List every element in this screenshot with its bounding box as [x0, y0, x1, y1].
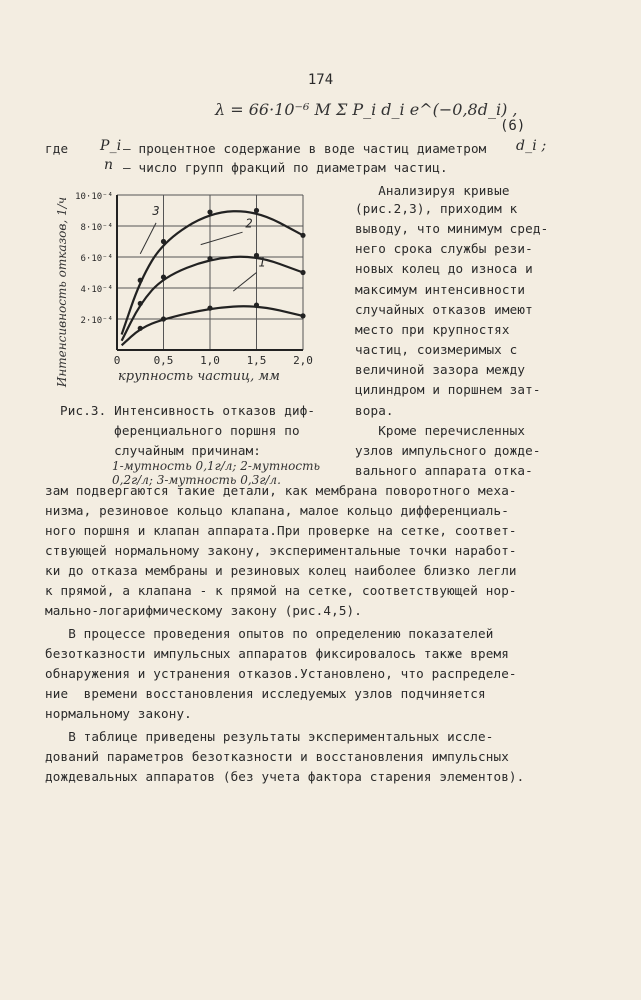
page-number: 174: [307, 72, 334, 88]
chart-series-line-2: [122, 257, 303, 341]
right-column-line: выводу, что минимум сред-: [355, 221, 549, 236]
chart-data-point-1: [138, 326, 143, 331]
chart-x-tick-label: 2,0: [293, 354, 313, 367]
caption-line: ференциального поршня по: [60, 423, 300, 438]
chart-x-tick-label: 0: [113, 354, 121, 367]
chart-y-tick-label: 10·10⁻⁴: [75, 192, 113, 202]
body-line: нормальному закону.: [45, 706, 192, 721]
where-lead: где: [45, 141, 69, 156]
chart-curve-label: 1: [258, 255, 266, 270]
chart-data-point-1: [207, 306, 212, 311]
body-line: дований параметров безотказности и восстановления импульсных: [45, 749, 509, 764]
chart-curve-leader-line: [201, 232, 243, 244]
chart-curve-leader-line: [140, 223, 156, 254]
right-column-line: (рис.2,3), приходим к: [355, 201, 518, 216]
right-column-line: случайных отказов имеют: [355, 302, 533, 317]
where-d-symbol: d_i ;: [516, 138, 547, 154]
right-column-line: него срока службы рези-: [355, 241, 533, 256]
right-column-line: узлов импульсного дожде-: [355, 443, 541, 458]
right-column-line: Анализируя кривые: [355, 183, 510, 198]
chart-series-line-1: [122, 306, 303, 345]
body-line: ние времени восстановления исследуемых узлов подчиняется: [45, 686, 486, 701]
caption-legend-line: 0,2г/л; 3-мутность 0,3г/л.: [112, 473, 281, 487]
chart-x-tick-label: 0,5: [153, 354, 174, 367]
chart-data-point-1: [300, 313, 305, 318]
formula-number: (6): [500, 118, 526, 134]
chart-data-point-3: [161, 239, 166, 244]
chart-data-point-3: [138, 278, 143, 283]
chart-x-tick-label: 1,5: [246, 354, 267, 367]
body-line: к прямой, а клапана - к прямой на сетке, соответствующей нор-: [45, 583, 517, 598]
where-n-symbol: n: [104, 157, 114, 173]
chart-data-point-3: [300, 233, 305, 238]
caption-legend-line: 1-мутность 0,1г/л; 2-мутность: [112, 459, 320, 473]
caption-line: Рис.3. Интенсивность отказов диф-: [60, 403, 316, 418]
body-line: ки до отказа мембраны и резиновых колец наиболее близко легли: [45, 563, 517, 578]
chart-y-tick-label: 6·10⁻⁴: [80, 254, 113, 264]
body-line: обнаружения и устранения отказов.Установлено, что распределе-: [45, 666, 517, 681]
body-line: низма, резиновое кольцо клапана, малое кольцо дифференциаль-: [45, 503, 509, 518]
chart-data-point-3: [207, 209, 212, 214]
chart-curve-label: 2: [245, 216, 253, 231]
body-line: дождевальных аппаратов (без учета фактора старения элементов).: [45, 769, 525, 784]
right-column-line: новых колец до износа и: [355, 261, 533, 276]
chart-x-tick-label: 1,0: [200, 354, 220, 367]
chart-x-axis-label: крупность частиц, мм: [118, 369, 280, 384]
right-column-line: вального аппарата отка-: [355, 463, 533, 478]
chart-data-point-3: [254, 208, 259, 213]
right-column-line: максимум интенсивности: [355, 282, 526, 297]
chart-curve-label: 3: [152, 204, 160, 219]
right-column-line: место при крупностях: [355, 322, 510, 337]
body-line: В таблице приведены результаты экспериментальных иссле-: [45, 729, 494, 744]
chart-data-point-2: [207, 256, 212, 261]
formula-6: λ = 66·10⁻⁶ M Σ P_i d_i e^(−0,8d_i) ,: [215, 100, 518, 119]
chart-data-point-1: [254, 302, 259, 307]
chart-y-axis-label: Интенсивность отказов, 1/ч: [55, 196, 69, 388]
right-column-line: Кроме перечисленных: [355, 423, 526, 438]
chart-figure-3: [0, 0, 641, 400]
right-column-line: вора.: [355, 403, 394, 418]
chart-series-line-3: [122, 211, 303, 334]
chart-data-point-2: [161, 275, 166, 280]
body-line: В процессе проведения опытов по определению показателей: [45, 626, 494, 641]
chart-data-point-2: [300, 270, 305, 275]
chart-data-point-2: [138, 301, 143, 306]
body-line: мально-логарифмическому закону (рис.4,5).: [45, 603, 363, 618]
chart-y-tick-label: 8·10⁻⁴: [80, 223, 113, 233]
chart-data-point-1: [161, 316, 166, 321]
body-line: безотказности импульсных аппаратов фиксировалось также время: [45, 646, 509, 661]
caption-line: случайным причинам:: [60, 443, 262, 458]
chart-y-tick-label: 2·10⁻⁴: [80, 316, 113, 326]
body-line: ного поршня и клапан аппарата.При проверке на сетке, соответ-: [45, 523, 517, 538]
right-column-line: величиной зазора между: [355, 362, 526, 377]
right-column-line: цилиндром и поршнем зат-: [355, 382, 541, 397]
where-n-text: – число групп фракций по диаметрам частиц.: [123, 160, 448, 175]
where-p-text: – процентное содержание в воде частиц диаметром: [123, 141, 487, 156]
right-column-line: частиц, соизмеримых с: [355, 342, 518, 357]
where-p-symbol: P_i: [100, 138, 122, 154]
body-line: ствующей нормальному закону, экспериментальные точки наработ-: [45, 543, 517, 558]
chart-y-tick-label: 4·10⁻⁴: [80, 285, 113, 295]
body-line: зам подвергаются такие детали, как мембрана поворотного меха-: [45, 483, 517, 498]
